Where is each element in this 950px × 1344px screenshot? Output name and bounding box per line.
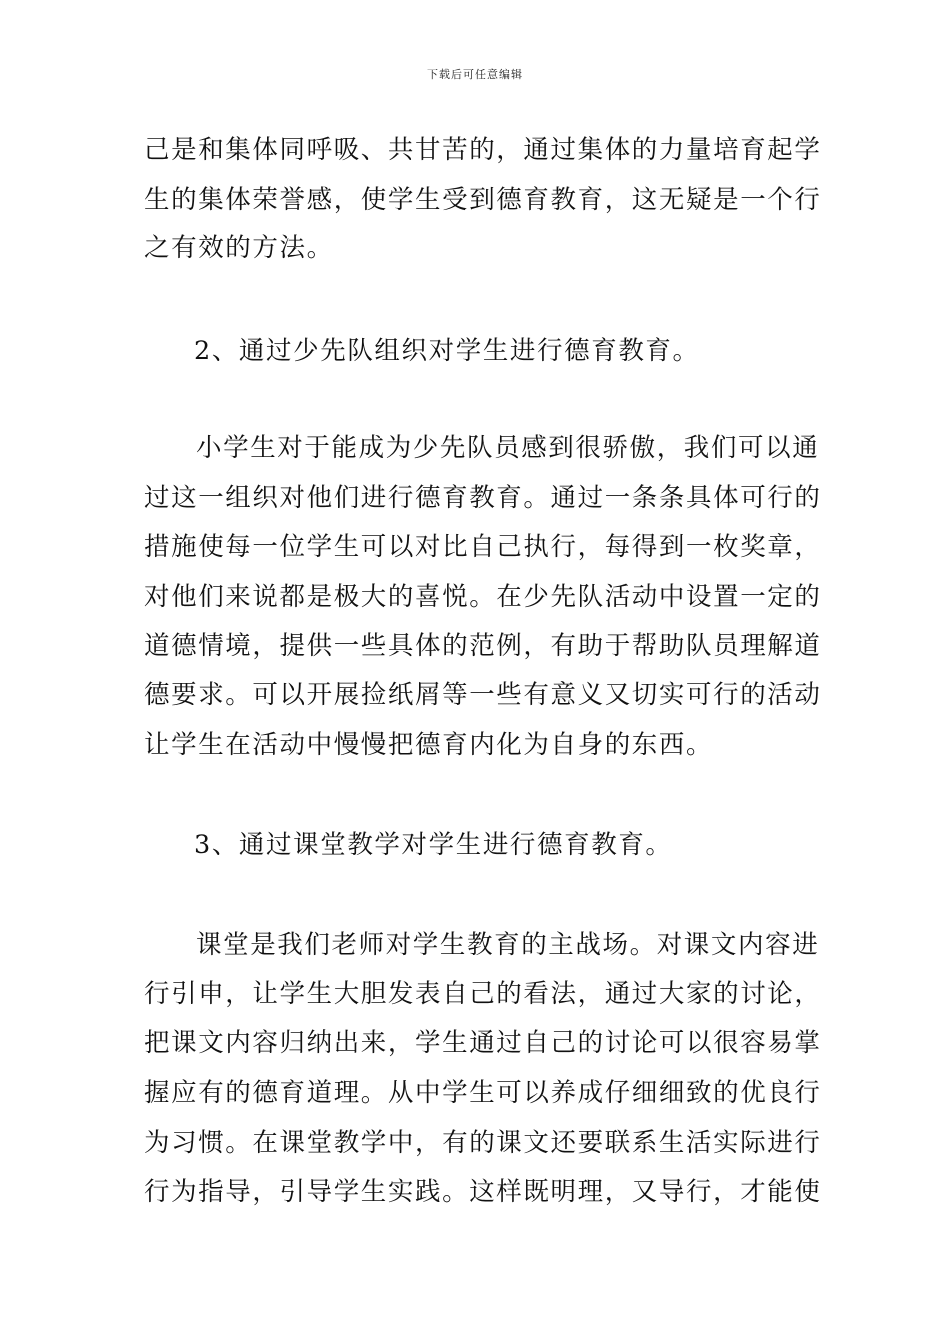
- text-line: 3、通过课堂教学对学生进行德育教育。: [194, 830, 673, 860]
- text-line: 措施使每一位学生可以对比自己执行，每得到一枚奖章，: [144, 532, 822, 562]
- text-line: 道德情境，提供一些具体的范例，有助于帮助队员理解道: [144, 631, 822, 661]
- text-line: 为习惯。在课堂教学中，有的课文还要联系生活实际进行: [144, 1128, 822, 1158]
- text-line: 对他们来说都是极大的喜悦。在少先队活动中设置一定的: [144, 582, 822, 612]
- text-line: 握应有的德育道理。从中学生可以养成仔细细致的优良行: [144, 1078, 822, 1108]
- text-line: 2、通过少先队组织对学生进行德育教育。: [194, 336, 700, 366]
- text-line: 过这一组织对他们进行德育教育。通过一条条具体可行的: [144, 483, 822, 513]
- text-line: 把课文内容归纳出来，学生通过自己的讨论可以很容易掌: [144, 1028, 822, 1058]
- text-line: 课堂是我们老师对学生教育的主战场。对课文内容进: [196, 930, 820, 960]
- text-line: 生的集体荣誉感，使学生受到德育教育，这无疑是一个行: [144, 185, 822, 215]
- page-header: 下载后可任意编辑: [427, 68, 523, 81]
- text-line: 行引申，让学生大胆发表自己的看法，通过大家的讨论，: [144, 979, 822, 1009]
- text-line: 小学生对于能成为少先队员感到很骄傲，我们可以通: [196, 433, 820, 463]
- text-line: 行为指导，引导学生实践。这样既明理，又导行，才能使: [144, 1177, 822, 1207]
- text-line: 己是和集体同呼吸、共甘苦的，通过集体的力量培育起学: [144, 135, 822, 165]
- text-line: 德要求。可以开展捡纸屑等一些有意义又切实可行的活动: [144, 680, 822, 710]
- text-line: 之有效的方法。: [144, 233, 334, 263]
- text-line: 让学生在活动中慢慢把德育内化为自身的东西。: [144, 730, 714, 760]
